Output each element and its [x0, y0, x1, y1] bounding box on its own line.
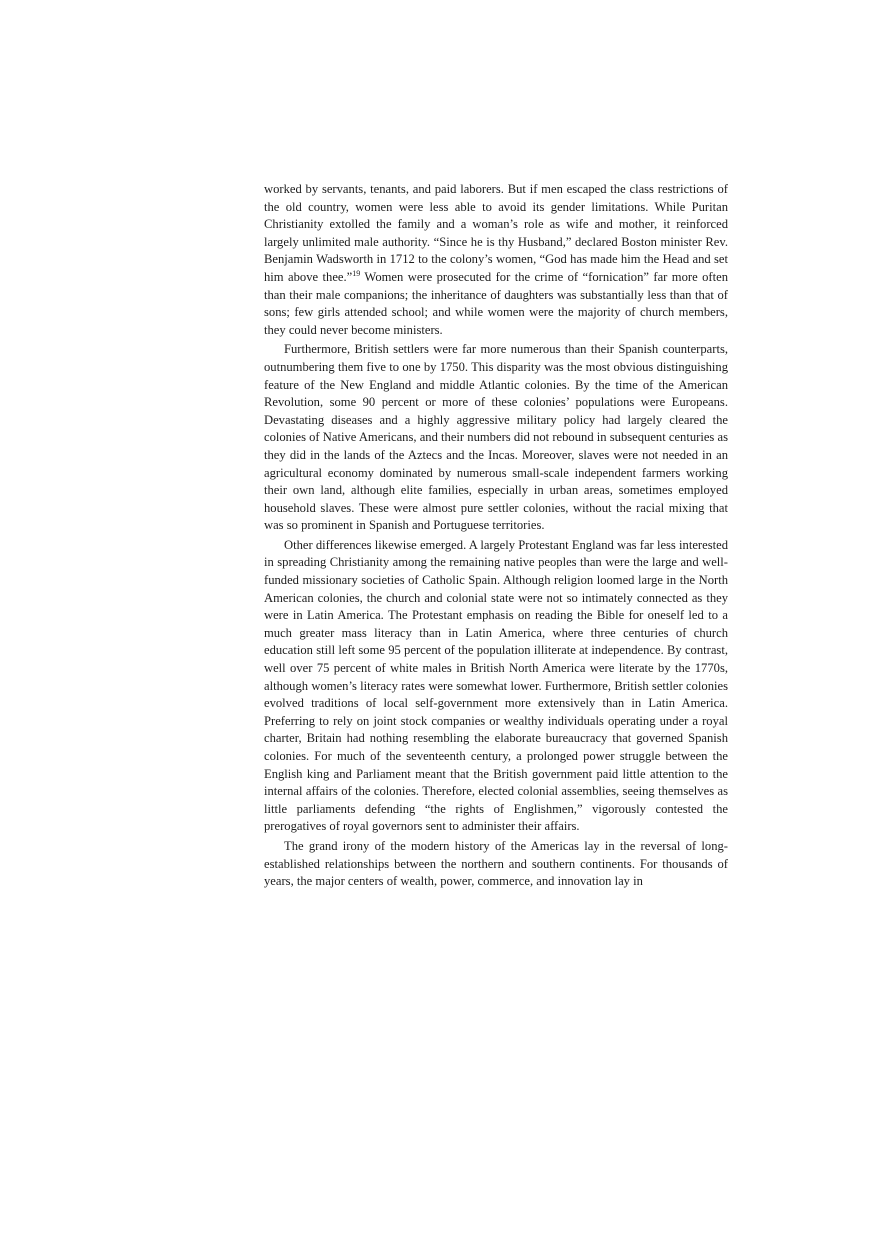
- footnote-marker[interactable]: 19: [352, 268, 361, 278]
- paragraph-1-continued: Women were prosecuted for the crime of “fornication” far more often than their male companions; the inheritance of daughters was substantially less than that of sons; few girls attended school; and while women were the majority of church members, they could never become ministers.: [264, 269, 728, 337]
- paragraph-1-text: worked by servants, tenants, and paid laborers. But if men escaped the class restrictions of the old country, women were less able to avoid its gender limitations. While Puritan Christianity extolled the family and a woman’s role as wife and mother, it reinforced largely unlimited male authority. “Since he is thy Husband,” declared Boston minister Rev. Benjamin Wadsworth in 1712 to the colony’s women, “God has made him the Head and set him above thee.”: [264, 182, 728, 284]
- body-text: [264, 181, 728, 891]
- paragraph-2: Furthermore, British settlers were far more numerous than their Spanish counterparts, outnumbering them five to one by 1750. This disparity was the most obvious distinguishing feature of the New England and middle Atlantic colonies. By the time of the American Revolution, some 90 percent or more of these colonies’ populations were Europeans. Devastating diseases and a highly aggressive military policy had largely cleared the colonies of Native Americans, and their numbers did not rebound in subsequent centuries as they did in the lands of the Aztecs and the Incas. Moreover, slaves were not needed in an agricultural economy dominated by numerous small-scale independent farmers working their own land, although elite families, especially in urban areas, sometimes employed household slaves. These were almost pure settler colonies, without the racial mixing that was so prominent in Spanish and Portuguese territories.: [264, 342, 728, 533]
- paragraph-3: Other differences likewise emerged. A largely Protestant England was far less interested in spreading Christianity among the remaining native peoples than were the large and well-funded missionary societies of Catholic Spain. Although religion loomed large in the North American colonies, the church and colonial state were not so intimately connected as they were in Latin America. The Protestant emphasis on reading the Bible for oneself led to a much greater mass literacy than in Latin America, where three centuries of church education still left some 95 percent of the population illiterate at independence. By contrast, well over 75 percent of white males in British North America were literate by the 1770s, although women’s literacy rates were somewhat lower. Furthermore, British settler colonies evolved traditions of local self-government more extensively than in Latin America. Preferring to rely on joint stock companies or wealthy individuals operating under a royal charter, Britain had nothing resembling the elaborate bureaucracy that governed Spanish colonies. For much of the seventeenth century, a prolonged power struggle between the English king and Parliament meant that the British government paid little attention to the internal affairs of the colonies. Therefore, elected colonial assemblies, seeing themselves as little parliaments defending “the rights of Englishmen,” vigorously contested the prerogatives of royal governors sent to administer their affairs.: [264, 537, 728, 834]
- paragraph-1: [264, 181, 728, 339]
- paragraph-4: The grand irony of the modern history of the Americas lay in the reversal of long-established relationships between the northern and southern continents. For thousands of years, the major centers of wealth, power, commerce, and innovation lay in: [264, 838, 728, 889]
